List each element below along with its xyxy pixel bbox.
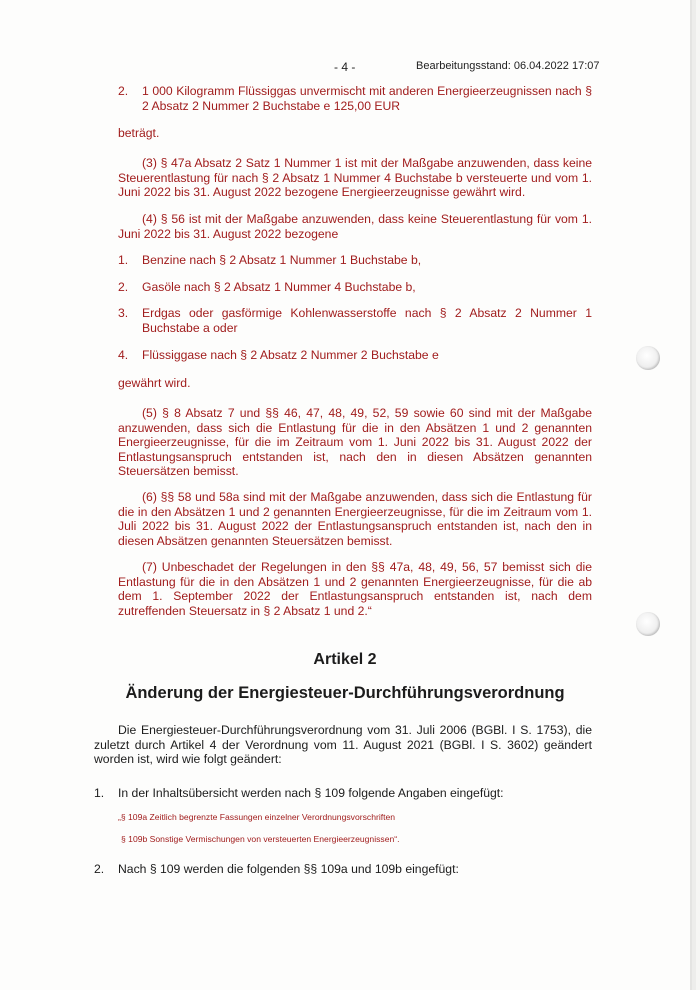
page-number: - 4 -	[334, 60, 356, 74]
list-number: 1.	[94, 786, 105, 800]
list-number: 3.	[118, 306, 129, 320]
inserted-line: § 109b Sonstige Vermischungen von versteuerten Energieerzeugnissen“.	[121, 834, 400, 844]
list-number: 4.	[118, 348, 129, 362]
inserted-line: „§ 109a Zeitlich begrenzte Fassungen einzelner Verordnungsvorschriften	[118, 812, 396, 822]
paragraph-5: (5) § 8 Absatz 7 und §§ 46, 47, 48, 49, 52, 59 sowie 60 sind mit der Maßgabe anzuwenden, dass sich die Entlastung für die in den Absätzen 1 und 2 genannten Energieerzeugnisse, für die im Zeitraum vom 1. Juni 2022 bis 31. August 2022 der Entlastungsanspruch entstanden ist, nach den in diesen Absätzen genannten Steuersätzen bemisst.	[118, 406, 592, 478]
list-item-text: Gasöle nach § 2 Absatz 1 Nummer 4 Buchstabe b,	[142, 280, 416, 294]
list-item-text: Flüssiggase nach § 2 Absatz 2 Nummer 2 Buchstabe e	[142, 348, 439, 362]
list-number: 1.	[118, 253, 129, 267]
paragraph-6: (6) §§ 58 und 58a sind mit der Maßgabe anzuwenden, dass sich die Entlastung für die in den Absätzen 1 und 2 genannten Energieerzeugnisse, für die im Zeitraum vom 1. Juli 2022 bis 31. August 2022 der Entlastungsanspruch entstanden ist, nach den in diesen Absätzen genannten Steuersätzen bemisst.	[118, 490, 592, 548]
list-item-text: Nach § 109 werden die folgenden §§ 109a und 109b eingefügt:	[118, 862, 459, 876]
list-item-text: In der Inhaltsübersicht werden nach § 109 folgende Angaben eingefügt:	[118, 786, 504, 800]
paragraph-text: gewährt wird.	[118, 376, 191, 390]
list-number: 2.	[118, 280, 129, 294]
punch-hole	[636, 346, 660, 370]
paragraph-3: (3) § 47a Absatz 2 Satz 1 Nummer 1 ist mit der Maßgabe anzuwenden, dass keine Steuerentlastung für nach § 2 Absatz 1 Nummer 4 Buchstabe b versteuerte und vom 1. Juni 2022 bis 31. August 2022 bezogene Energieerzeugnisse gewährt wird.	[118, 156, 592, 199]
list-number: 2.	[94, 862, 105, 876]
paragraph-4: (4) § 56 ist mit der Maßgabe anzuwenden, dass keine Steuerentlastung für vom 1. Juni 2022 bis 31. August 2022 bezogene	[118, 212, 592, 241]
list-item-text: 1 000 Kilogramm Flüssiggas unvermischt mit anderen Energieerzeugnissen nach § 2 Absatz 2 Nummer 2 Buchstabe e 125,00 EUR	[142, 84, 592, 113]
list-item-text: Benzine nach § 2 Absatz 1 Nummer 1 Buchstabe b,	[142, 253, 422, 267]
paragraph-text: beträgt.	[118, 126, 160, 140]
punch-hole	[636, 612, 660, 636]
article-title: Artikel 2	[313, 651, 377, 668]
list-item-text: Erdgas oder gasförmige Kohlenwasserstoffe nach § 2 Absatz 2 Nummer 1 Buchstabe a oder	[142, 306, 592, 335]
article-heading: Änderung der Energiesteuer-Durchführungsverordnung	[125, 684, 565, 702]
edit-status: Bearbeitungsstand: 06.04.2022 17:07	[416, 60, 600, 72]
paragraph-7: (7) Unbeschadet der Regelungen in den §§ 47a, 48, 49, 56, 57 bemisst sich die Entlastung für die in den Absätzen 1 und 2 genannten Energieerzeugnisse, für die ab dem 1. September 2022 der Entlastungsanspruch entstanden ist, nach dem zutreffenden Steuersatz in § 2 Absatz 1 und 2.“	[118, 560, 592, 618]
article-intro: Die Energiesteuer-Durchführungsverordnung vom 31. Juli 2006 (BGBl. I S. 1753), die zuletzt durch Artikel 4 der Verordnung vom 11. August 2021 (BGBl. I S. 3602) geändert worden ist, wird wie folgt geändert:	[94, 723, 592, 766]
list-number: 2.	[118, 84, 129, 98]
